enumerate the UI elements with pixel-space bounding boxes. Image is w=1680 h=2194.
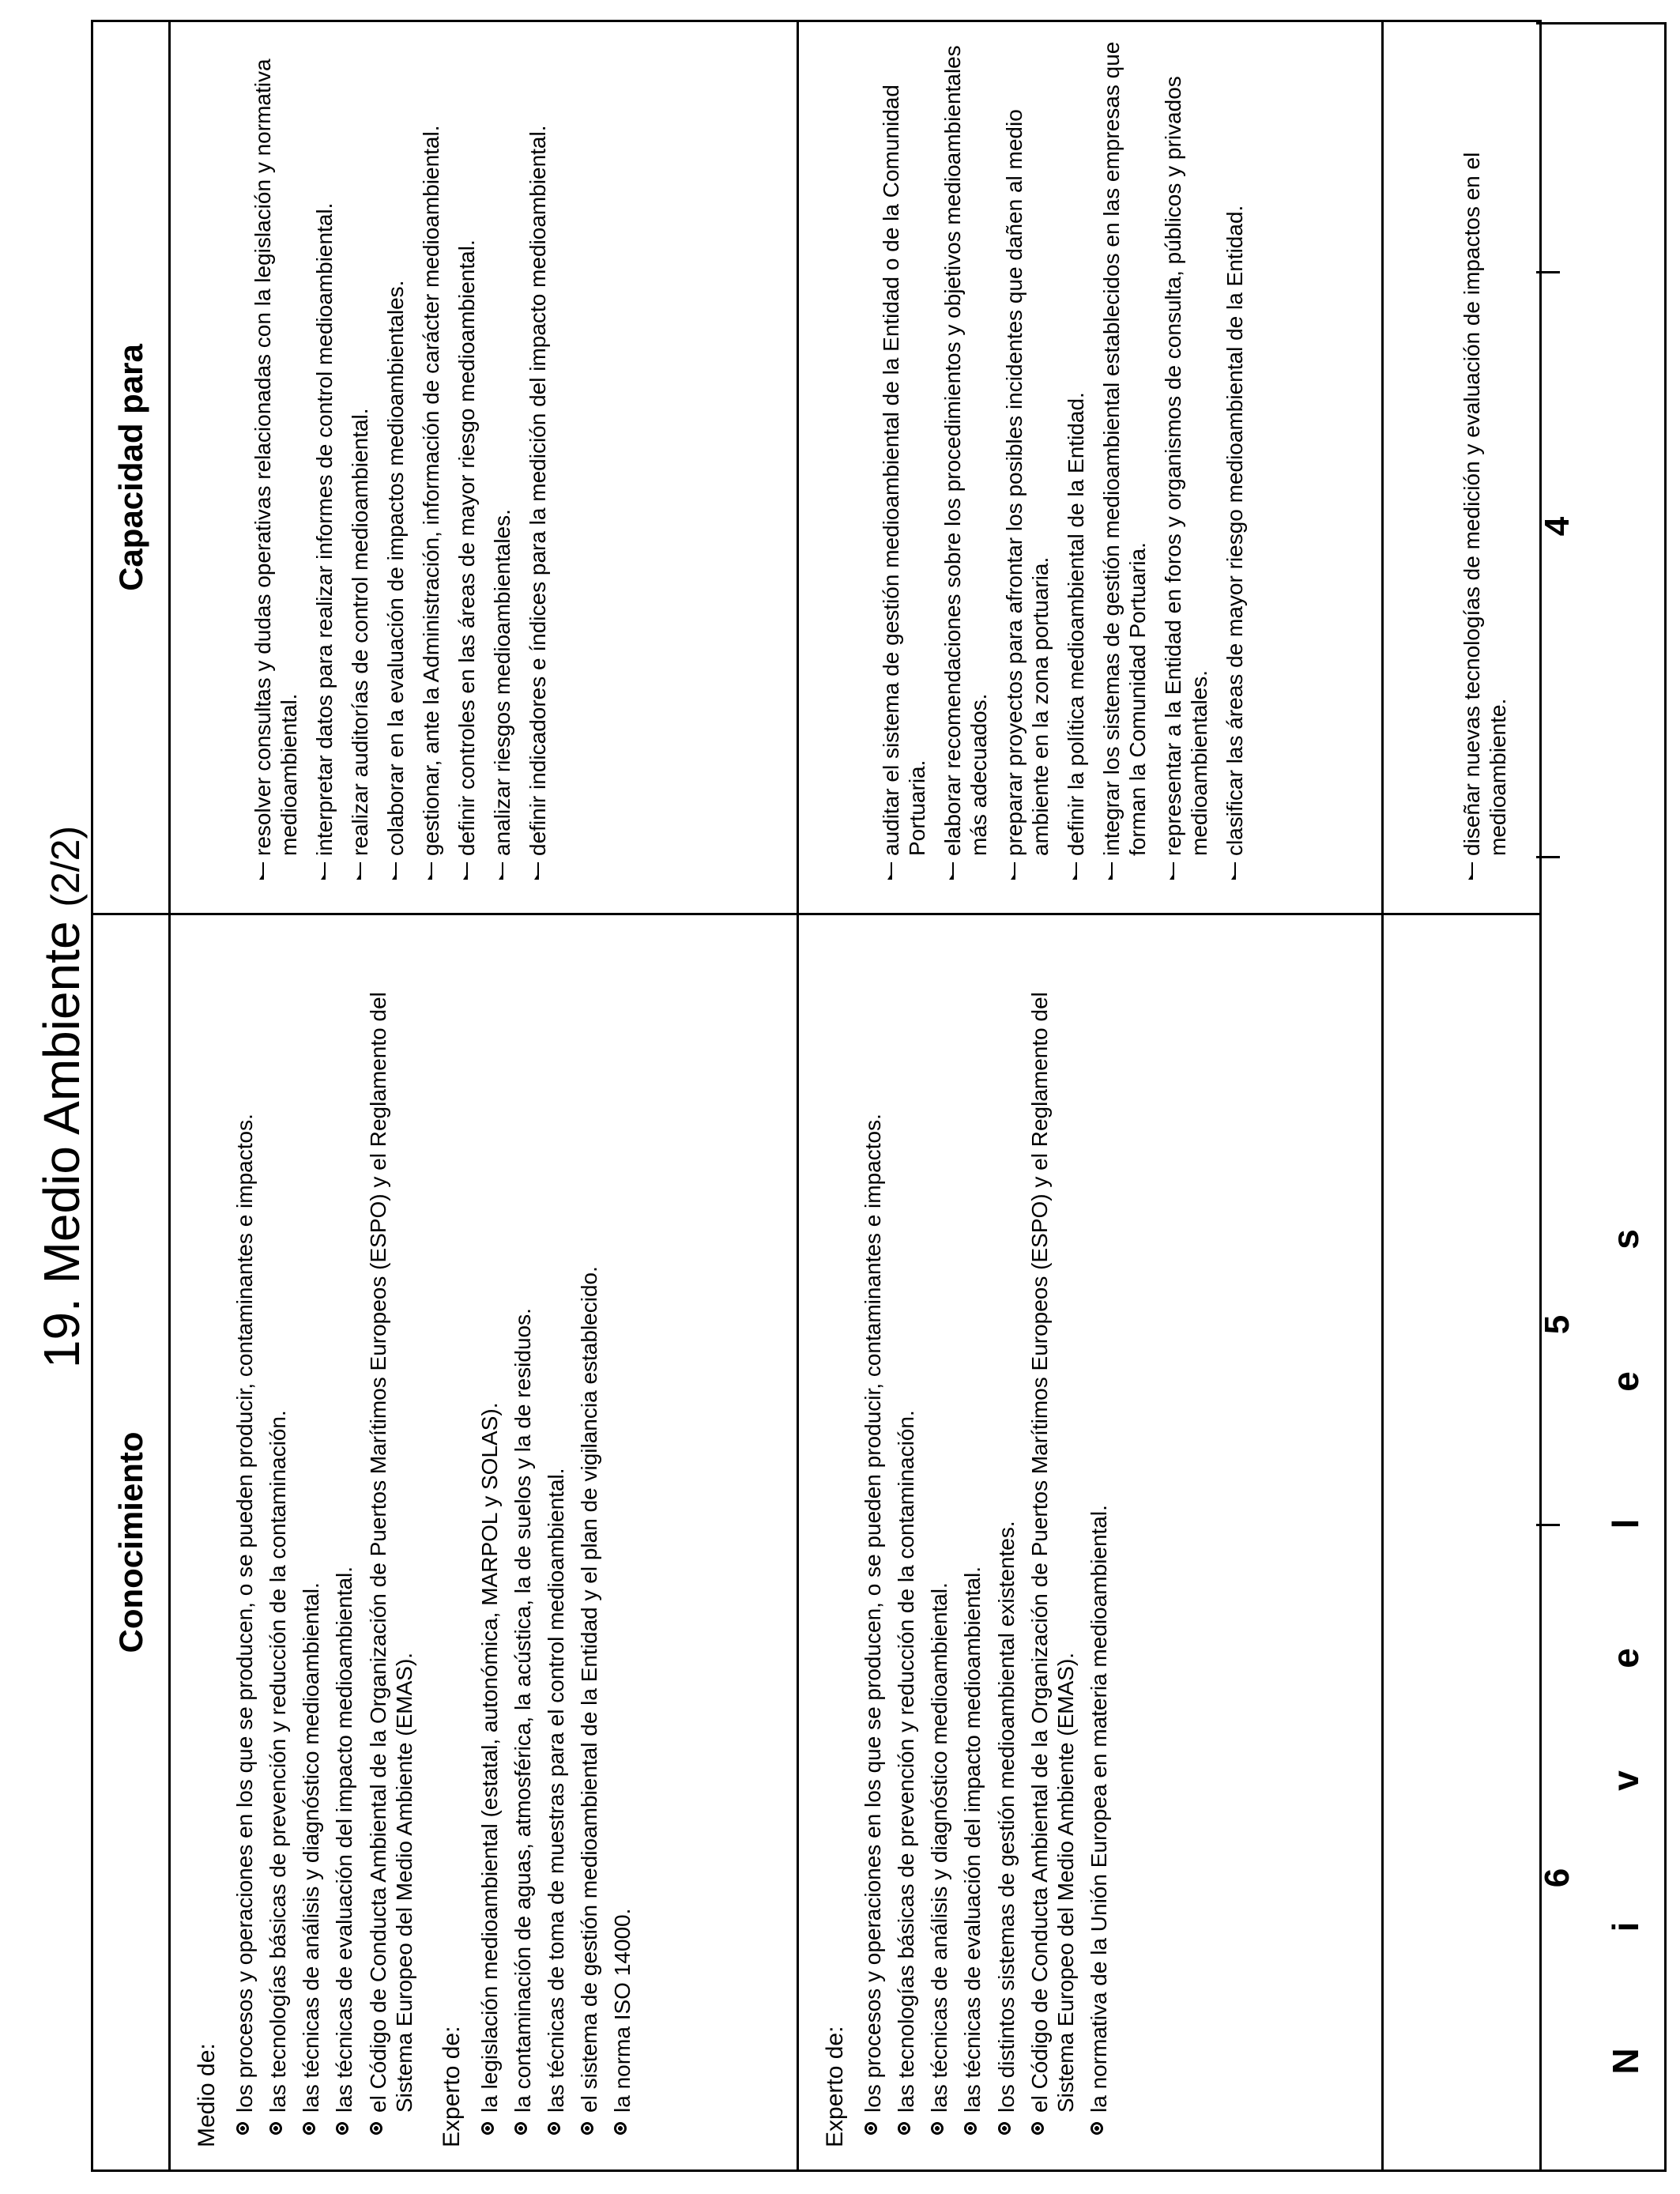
knowledge-item (993, 934, 1019, 2147)
capacity-item (1001, 41, 1053, 883)
capacity-item-text: interpretar datos para realizar informes de control medioambiental. (312, 202, 337, 856)
pointer-icon (1168, 862, 1174, 880)
knowledge-list (477, 934, 635, 2147)
capacity-item-text: elaborar recomendaciones sobre los procedimientos y objetivos medioambientales más adecuados. (940, 45, 992, 856)
bullet-icon (303, 2122, 315, 2135)
capacity-cell-6 (1383, 21, 1541, 914)
knowledge-item-text: las técnicas de análisis y diagnóstico medioambiental. (927, 1582, 952, 2113)
knowledge-list (232, 934, 416, 2147)
knowledge-item (298, 934, 324, 2147)
capacity-item (878, 41, 930, 883)
capacity-item-text: clasificar las áreas de mayor riesgo medioambiental de la Entidad. (1222, 205, 1248, 856)
bullet-icon (481, 2122, 494, 2135)
capacity-item-text: gestionar, ante la Administración, información de carácter medioambiental. (419, 125, 444, 856)
capacity-item (347, 41, 373, 883)
capacity-item (1459, 41, 1511, 883)
knowledge-item (232, 934, 258, 2147)
page-title (30, 0, 97, 2194)
capacity-list (1459, 41, 1511, 883)
bullet-icon (998, 2122, 1011, 2135)
bullet-icon (964, 2122, 977, 2135)
knowledge-cell-6 (1383, 914, 1541, 2171)
capacity-cell-4 (170, 21, 798, 914)
knowledge-item (959, 934, 985, 2147)
knowledge-item (477, 934, 503, 2147)
capacity-list (250, 41, 551, 883)
level-number-4: 4 (1538, 516, 1576, 537)
niveles-letter: N (1605, 2048, 1646, 2075)
level-divider (1536, 856, 1560, 858)
section-title: Experto de: (438, 2026, 465, 2147)
knowledge-item (265, 934, 291, 2147)
knowledge-item-text: las técnicas de toma de muestras para el control medioambiental. (544, 1468, 569, 2113)
capacity-item (418, 41, 444, 883)
section-title: Experto de: (822, 2026, 848, 2147)
header-row (92, 21, 170, 2171)
knowledge-item (331, 934, 357, 2147)
capacity-item (382, 41, 409, 883)
competency-table (91, 20, 1542, 2172)
niveles-letter: i (1605, 1921, 1646, 1932)
bullet-icon (614, 2122, 627, 2135)
niveles-letter: v (1605, 1770, 1646, 1791)
knowledge-item-text: las técnicas de análisis y diagnóstico medioambiental. (299, 1582, 324, 2113)
bullet-icon (269, 2122, 282, 2135)
capacity-item-text: diseñar nuevas tecnologías de medición y evaluación de impactos en el medioambiente. (1460, 152, 1511, 856)
bullet-icon (548, 2122, 560, 2135)
pointer-icon (1071, 862, 1077, 880)
level-number-6: 6 (1538, 1868, 1576, 1888)
knowledge-item-text: el sistema de gestión medioambiental de la Entidad y el plan de vigilancia establecido. (577, 1266, 602, 2113)
knowledge-item (543, 934, 569, 2147)
pointer-icon (497, 862, 503, 880)
knowledge-item (1086, 934, 1112, 2147)
knowledge-cell-5 (798, 914, 1383, 2171)
capacity-item (1160, 41, 1212, 883)
bullet-icon (236, 2122, 249, 2135)
capacity-item-text: integrar los sistemas de gestión medioambiental establecidos en las empresas que forman la Comunidad Portuaria. (1099, 41, 1151, 856)
knowledge-item (1026, 934, 1079, 2147)
capacity-item (489, 41, 515, 883)
knowledge-item (365, 934, 417, 2147)
capacity-item-text: resolver consultas y dudas operativas relacionadas con la legislación y normativa medioambiental. (250, 58, 302, 856)
bullet-icon (864, 2122, 877, 2135)
capacity-item-text: colaborar en la evaluación de impactos medioambientales. (383, 280, 409, 856)
knowledge-item-text: las técnicas de evaluación del impacto medioambiental. (960, 1566, 985, 2113)
pointer-icon (886, 862, 892, 880)
capacity-item (311, 41, 337, 883)
pointer-icon (1230, 862, 1236, 880)
level-row-6 (1383, 21, 1541, 2171)
niveles-letter: e (1605, 1648, 1646, 1668)
pointer-icon (426, 862, 432, 880)
knowledge-item-text: la norma ISO 14000. (610, 1908, 635, 2113)
bullet-icon (1031, 2122, 1044, 2135)
bullet-icon (898, 2122, 910, 2135)
knowledge-item (609, 934, 635, 2147)
header-knowledge: Conocimiento (92, 914, 170, 2171)
niveles-letter: l (1605, 1518, 1646, 1529)
niveles-letter: e (1605, 1371, 1646, 1392)
knowledge-item-text: el Código de Conducta Ambiental de la Organización de Puertos Marítimos Europeos (ESPO) y el Reglamento del Sistema Europeo del Medio Ambiente (EMAS). (365, 992, 416, 2113)
niveles-letter: s (1605, 1229, 1646, 1250)
level-row-5 (798, 21, 1383, 2171)
page-title-main: 19. Medio Ambiente (33, 921, 90, 1369)
capacity-item (1063, 41, 1089, 883)
page-title-sub: (2/2) (43, 825, 88, 907)
level-divider (1536, 271, 1560, 273)
capacity-item (1098, 41, 1151, 883)
capacity-cell-5 (798, 21, 1383, 914)
header-capacity: Capacidad para (92, 21, 170, 914)
pointer-icon (461, 862, 468, 880)
pointer-icon (533, 862, 539, 880)
section-title: Medio de: (194, 2043, 220, 2147)
bullet-icon (370, 2122, 382, 2135)
capacity-item-text: auditar el sistema de gestión medioambiental de la Entidad o de la Comunidad Portuaria. (879, 85, 930, 856)
knowledge-item-text: los procesos y operaciones en los que se producen, o se pueden producir, contaminantes e impactos. (232, 1114, 258, 2113)
level-number-5: 5 (1538, 1314, 1576, 1335)
capacity-item-text: representar a la Entidad en foros y organismos de consulta, públicos y privados medioambientales. (1161, 76, 1212, 856)
pointer-icon (947, 862, 954, 880)
knowledge-list (860, 934, 1111, 2147)
bullet-icon (581, 2122, 593, 2135)
knowledge-item (926, 934, 952, 2147)
capacity-item (525, 41, 551, 883)
capacity-item-text: definir indicadores e índices para la medición del impacto medioambiental. (525, 125, 551, 856)
pointer-icon (355, 862, 361, 880)
knowledge-cell-4 (170, 914, 798, 2171)
bullet-icon (514, 2122, 527, 2135)
knowledge-item-text: la contaminación de aguas, atmosférica, la acústica, la de suelos y la de residuos. (510, 1308, 535, 2113)
pointer-icon (390, 862, 397, 880)
knowledge-item (860, 934, 886, 2147)
niveles-label (1604, 22, 1652, 2172)
bullet-icon (931, 2122, 944, 2135)
bullet-icon (1090, 2122, 1103, 2135)
pointer-icon (258, 862, 264, 880)
capacity-item-text: analizar riesgos medioambientales. (490, 509, 515, 856)
capacity-item-text: definir la política medioambiental de la Entidad. (1064, 392, 1089, 856)
knowledge-item (893, 934, 919, 2147)
capacity-item (1222, 41, 1248, 883)
pointer-icon (1467, 862, 1473, 880)
bullet-icon (336, 2122, 348, 2135)
knowledge-item (576, 934, 602, 2147)
knowledge-item-text: la legislación medioambiental (estatal, autonómica, MARPOL y SOLAS). (477, 1402, 502, 2113)
knowledge-item-text: las tecnologías básicas de prevención y reducción de la contaminación. (894, 1410, 919, 2113)
capacity-item (250, 41, 302, 883)
knowledge-item (510, 934, 536, 2147)
knowledge-item-text: el Código de Conducta Ambiental de la Organización de Puertos Marítimos Europeos (ESPO) y el Reglamento del Sistema Europeo del Medio Ambiente (EMAS). (1026, 992, 1078, 2113)
pointer-icon (319, 862, 326, 880)
knowledge-item-text: los procesos y operaciones en los que se producen, o se pueden producir, contaminantes e impactos. (861, 1114, 886, 2113)
level-divider (1536, 1524, 1560, 1526)
knowledge-item-text: las tecnologías básicas de prevención y reducción de la contaminación. (266, 1410, 291, 2113)
knowledge-item-text: las técnicas de evaluación del impacto medioambiental. (332, 1566, 357, 2113)
pointer-icon (1009, 862, 1015, 880)
capacity-item-text: realizar auditorías de control medioambiental. (348, 408, 373, 856)
capacity-item (454, 41, 480, 883)
level-row-4 (170, 21, 798, 2171)
capacity-item-text: definir controles en las áreas de mayor riesgo medioambiental. (454, 239, 480, 856)
knowledge-item-text: los distintos sistemas de gestión medioambiental existentes. (993, 1521, 1019, 2113)
capacity-item (940, 41, 992, 883)
knowledge-item-text: la normativa de la Unión Europea en materia medioambiental. (1086, 1505, 1111, 2113)
pointer-icon (1106, 862, 1113, 880)
capacity-list (878, 41, 1248, 883)
capacity-item-text: preparar proyectos para afrontar los posibles incidentes que dañen al medio ambiente en la zona portuaria. (1002, 109, 1053, 856)
